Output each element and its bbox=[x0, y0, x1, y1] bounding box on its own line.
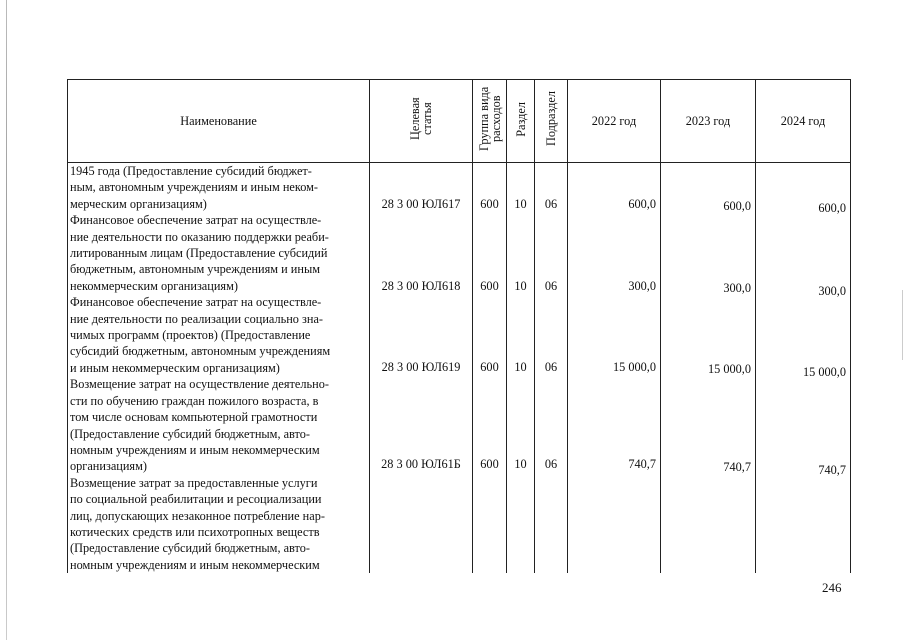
row-2-section: 10 bbox=[514, 279, 527, 293]
row-4-target: 28 3 00 ЮЛ61Б bbox=[381, 457, 461, 471]
name-column-text: 1945 года (Предоставление субсидий бюджет- ным, автономным учреждениям и иным неком- мерческим организациям) Финансовое обеспечение затрат на осуществле- ние деятельности по оказанию поддержки реаби- литированным лицам (Предоставление субсидий бюджетным, автономным учреждениям и иным некоммерческим организациям) Финансовое обеспечение затрат на осуществле- ние деятельности по реализации социально зна- чимых программ (проектов) (Предоставление субсидий бюджетным, автономным учреждениям и иным некоммерческим организациям) Возмещение затрат на осуществление деятельно- сти по обучению граждан пожилого возраста, в том числе основам компьютерной грамотности (Предоставление субсидий бюджетным, авто- номным учреждениям и иным некоммерческим организациям) Возмещение затрат за предоставленные услуги по социальной реабилитации и ресоциализации лиц, допускающих незаконное потребление нар- котических средств или психотропных веществ (Предоставление субсидий бюджетным, авто- номным учреждениям и иным некоммерческим bbox=[68, 163, 370, 574]
row-3-2023: 15 000,0 bbox=[707, 362, 751, 376]
expense-group-column bbox=[473, 163, 507, 574]
header-year-2024: 2024 год bbox=[756, 80, 851, 163]
scan-edge bbox=[6, 0, 7, 640]
row-2-group: 600 bbox=[480, 279, 499, 293]
table-body-row bbox=[68, 163, 851, 574]
row-1-group: 600 bbox=[480, 197, 499, 211]
header-section: Раздел bbox=[507, 80, 535, 163]
header-year-2023: 2023 год bbox=[661, 80, 756, 163]
row-1-subsection: 06 bbox=[544, 197, 558, 211]
header-target-article: Целевая статья bbox=[370, 80, 473, 163]
row-4-group: 600 bbox=[480, 457, 499, 471]
year-2022-column bbox=[568, 163, 661, 574]
row-4-2022: 740,7 bbox=[628, 457, 656, 471]
row-1-target: 28 3 00 ЮЛ617 bbox=[381, 197, 461, 211]
budget-table bbox=[67, 79, 851, 573]
row-2-2024: 300,0 bbox=[818, 284, 846, 298]
subsection-column bbox=[535, 163, 568, 574]
row-1-2023: 600,0 bbox=[723, 199, 751, 213]
row-3-2024: 15 000,0 bbox=[802, 365, 846, 379]
table-header-row bbox=[68, 80, 851, 163]
target-article-column bbox=[370, 163, 473, 574]
row-3-subsection: 06 bbox=[544, 360, 558, 374]
row-4-2024: 740,7 bbox=[818, 463, 846, 477]
row-4-2023: 740,7 bbox=[723, 460, 751, 474]
row-2-subsection: 06 bbox=[544, 279, 558, 293]
row-2-target: 28 3 00 ЮЛ618 bbox=[381, 279, 461, 293]
row-1-2022: 600,0 bbox=[628, 197, 656, 211]
section-column bbox=[507, 163, 535, 574]
row-3-2022: 15 000,0 bbox=[612, 360, 656, 374]
scan-edge bbox=[902, 290, 903, 360]
header-expense-group: Группа вида расходов bbox=[473, 80, 507, 163]
year-2024-column bbox=[756, 163, 851, 574]
header-year-2022: 2022 год bbox=[568, 80, 661, 163]
row-1-2024: 600,0 bbox=[818, 201, 846, 215]
header-subsection: Подраздел bbox=[535, 80, 568, 163]
header-name: Наименование bbox=[68, 80, 370, 163]
row-2-2023: 300,0 bbox=[723, 281, 751, 295]
row-3-target: 28 3 00 ЮЛ619 bbox=[381, 360, 461, 374]
row-4-subsection: 06 bbox=[544, 457, 558, 471]
year-2023-column bbox=[661, 163, 756, 574]
row-1-section: 10 bbox=[514, 197, 527, 211]
row-3-group: 600 bbox=[480, 360, 499, 374]
row-4-section: 10 bbox=[514, 457, 527, 471]
page-number: 246 bbox=[822, 580, 842, 595]
row-3-section: 10 bbox=[514, 360, 527, 374]
row-2-2022: 300,0 bbox=[628, 279, 656, 293]
